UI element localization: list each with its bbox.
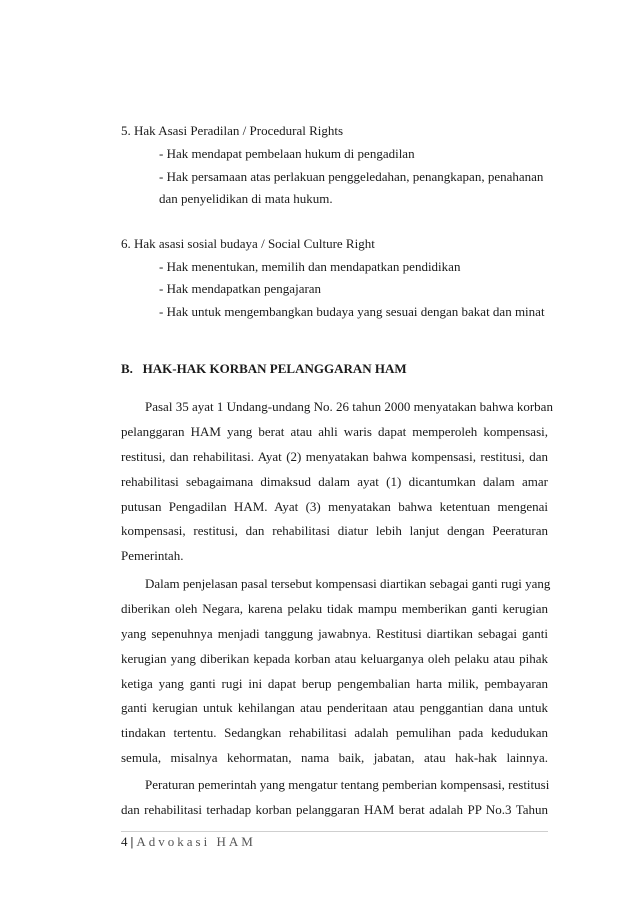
paragraph-2-line: ketiga yang ganti rugi ini dapat berup pengembalian harta milik, pembayaran xyxy=(121,676,548,691)
paragraph-1-line: Pemerintah. xyxy=(121,548,184,563)
paragraph-1-line: pelanggaran HAM yang berat atau ahli waris dapat memperoleh kompensasi, xyxy=(121,424,548,439)
section-6-title: 6. Hak asasi sosial budaya / Social Culture Right xyxy=(121,236,375,251)
paragraph-2-line: yang sepenuhnya menjadi tanggung jawabnya. Restitusi diartikan sebagai ganti xyxy=(121,626,548,641)
section-6-item: - Hak mendapatkan pengajaran xyxy=(159,281,322,296)
paragraph-1-line: rehabilitasi sebagaimana dimaksud dalam ayat (1) dicantumkan dalam amar xyxy=(121,474,548,489)
section-5-item: - Hak mendapat pembelaan hukum di pengadilan xyxy=(159,146,415,161)
paragraph-3-line: dan rehabilitasi terhadap korban pelanggaran HAM berat adalah PP No.3 Tahun xyxy=(121,802,548,817)
section-6-item: - Hak untuk mengembangkan budaya yang sesuai dengan bakat dan minat xyxy=(159,304,545,319)
paragraph-1-line: Pasal 35 ayat 1 Undang-undang No. 26 tahun 2000 menyatakan bahwa korban xyxy=(145,399,553,414)
paragraph-1-line: kompensasi, restitusi, dan rehabilitasi diatur lebih lanjut dengan Peeraturan xyxy=(121,523,548,538)
footer-separator: | xyxy=(130,834,134,849)
page-footer xyxy=(121,834,256,850)
paragraph-2-line: ganti kerugian untuk kehilangan atau penderitaan atau penggantian dana untuk xyxy=(121,700,548,715)
paragraph-1-line: putusan Pengadilan HAM. Ayat (3) menyatakan bahwa ketentuan mengenai xyxy=(121,499,548,514)
paragraph-2-line: diberikan oleh Negara, karena pelaku tidak mampu memberikan ganti kerugian xyxy=(121,601,548,616)
section-5-item: dan penyelidikan di mata hukum. xyxy=(159,191,333,206)
section-b-heading: B. HAK-HAK KORBAN PELANGGARAN HAM xyxy=(121,361,407,376)
section-5-item: - Hak persamaan atas perlakuan penggeledahan, penangkapan, penahanan xyxy=(159,169,544,184)
paragraph-3-line: Peraturan pemerintah yang mengatur tentang pemberian kompensasi, restitusi xyxy=(145,777,550,792)
section-6-item: - Hak menentukan, memilih dan mendapatkan pendidikan xyxy=(159,259,461,274)
paragraph-2-line: tindakan tertentu. Sedangkan rehabilitasi adalah pemulihan pada kedudukan xyxy=(121,725,548,740)
paragraph-2-line: kerugian yang diberikan kepada korban atau keluarganya oleh pelaku atau pihak xyxy=(121,651,548,666)
footer-divider xyxy=(121,831,548,832)
section-5-title: 5. Hak Asasi Peradilan / Procedural Rights xyxy=(121,123,344,138)
paragraph-2-line: semula, misalnya kehormatan, nama baik, jabatan, atau hak-hak lainnya. xyxy=(121,750,548,765)
footer-brand: Advokasi HAM xyxy=(136,834,256,849)
paragraph-1-line: restitusi, dan rehabilitasi. Ayat (2) menyatakan bahwa kompensasi, restitusi, dan xyxy=(121,449,548,464)
page-number: 4 xyxy=(121,834,128,849)
paragraph-2-line: Dalam penjelasan pasal tersebut kompensasi diartikan sebagai ganti rugi yang xyxy=(145,576,551,591)
